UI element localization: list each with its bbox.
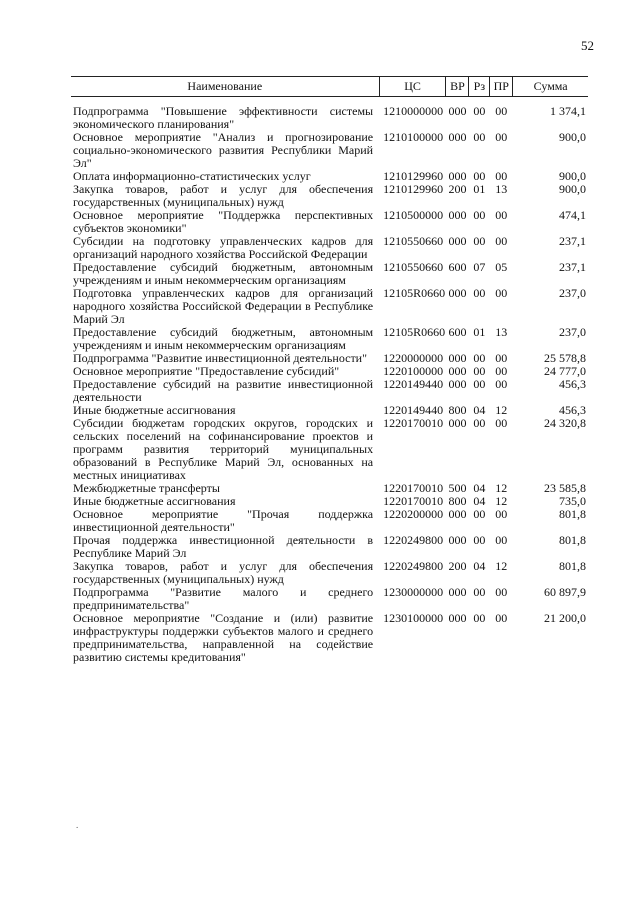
row-cs: 12105R0660 (383, 286, 446, 300)
row-rz: 04 (473, 481, 486, 495)
row-sum: 801,8 (559, 533, 586, 547)
header-rz: Рз (469, 77, 490, 97)
row-pr: 00 (495, 377, 508, 391)
row-rz: 00 (473, 585, 486, 599)
row-vr: 000 (448, 364, 467, 378)
row-pr: 00 (495, 611, 508, 625)
row-cs: 1220200000 (383, 507, 444, 521)
row-name: Субсидии на подготовку управленческих кадров для организаций народного хозяйства Российской Федерации (73, 234, 374, 261)
row-rz: 04 (473, 559, 486, 573)
row-sum: 237,1 (559, 234, 586, 248)
row-sum: 456,3 (559, 377, 586, 391)
row-pr: 12 (495, 494, 508, 508)
row-vr: 200 (448, 182, 467, 196)
row-sum: 474,1 (559, 208, 586, 222)
row-pr: 00 (495, 286, 508, 300)
row-pr: 00 (495, 416, 508, 430)
row-cs: 1210000000 (383, 104, 444, 118)
row-vr: 000 (448, 104, 467, 118)
row-sum: 900,0 (559, 130, 586, 144)
row-vr: 000 (448, 611, 467, 625)
row-pr: 00 (495, 169, 508, 183)
row-vr: 600 (448, 325, 467, 339)
row-pr: 00 (495, 104, 508, 118)
row-sum: 237,1 (559, 260, 586, 274)
row-rz: 00 (473, 286, 486, 300)
row-cs: 1220170010 (383, 481, 444, 495)
row-cs: 12105R0660 (383, 325, 446, 339)
table-row (71, 378, 588, 404)
header-cs: ЦС (379, 77, 446, 97)
row-cs: 1220170010 (383, 416, 444, 430)
row-name: Субсидии бюджетам городских округов, городских и сельских поселений на софинансирование проектов и программ развития территорий муниципальных образований в Республике Марий Эл, основанных на местных инициативах (73, 416, 374, 482)
row-cs: 1220249800 (383, 559, 444, 573)
row-sum: 60 897,9 (544, 585, 586, 599)
row-vr: 000 (448, 351, 467, 365)
row-cs: 1220170010 (383, 494, 444, 508)
row-cs: 1230000000 (383, 585, 444, 599)
row-name: Предоставление субсидий бюджетным, автономным учреждениям и иным некоммерческим организациям (73, 325, 374, 352)
row-pr: 00 (495, 585, 508, 599)
row-sum: 456,3 (559, 403, 586, 417)
row-pr: 12 (495, 403, 508, 417)
row-name: Основное мероприятие "Анализ и прогнозирование социально-экономического развития Республики Марий Эл" (73, 130, 374, 170)
row-pr: 00 (495, 130, 508, 144)
footer-mark: . (76, 820, 79, 830)
row-rz: 00 (473, 533, 486, 547)
table-row (71, 183, 588, 209)
row-name: Оплата информационно-статистических услуг (73, 169, 311, 183)
row-cs: 1210129960 (383, 169, 444, 183)
row-rz: 00 (473, 377, 486, 391)
row-name: Иные бюджетные ассигнования (73, 403, 236, 417)
row-sum: 900,0 (559, 182, 586, 196)
row-name: Иные бюджетные ассигнования (73, 494, 236, 508)
row-pr: 05 (495, 260, 508, 274)
row-rz: 00 (473, 234, 486, 248)
row-rz: 00 (473, 351, 486, 365)
row-sum: 735,0 (559, 494, 586, 508)
row-sum: 25 578,8 (544, 351, 586, 365)
row-pr: 00 (495, 533, 508, 547)
row-pr: 00 (495, 351, 508, 365)
table-row (71, 131, 588, 170)
row-vr: 000 (448, 286, 467, 300)
row-name: Межбюджетные трансферты (73, 481, 220, 495)
header-name: Наименование (71, 77, 379, 97)
row-name: Основное мероприятие "Поддержка перспективных субъектов экономики" (73, 208, 374, 235)
table-row (71, 417, 588, 482)
row-vr: 000 (448, 377, 467, 391)
row-cs: 1220249800 (383, 533, 444, 547)
row-pr: 12 (495, 481, 508, 495)
row-name: Прочая поддержка инвестиционной деятельности в Республике Марий Эл (73, 533, 374, 560)
row-sum: 21 200,0 (544, 611, 586, 625)
row-rz: 01 (473, 182, 486, 196)
row-vr: 800 (448, 494, 467, 508)
row-rz: 01 (473, 325, 486, 339)
row-rz: 00 (473, 208, 486, 222)
row-rz: 00 (473, 507, 486, 521)
table-row (71, 586, 588, 612)
row-name: Подпрограмма "Развитие малого и среднего предпринимательства" (73, 585, 374, 612)
budget-table (71, 76, 588, 664)
row-rz: 00 (473, 364, 486, 378)
row-name: Подпрограмма "Развитие инвестиционной деятельности" (73, 351, 368, 365)
row-vr: 000 (448, 169, 467, 183)
row-rz: 04 (473, 403, 486, 417)
row-pr: 00 (495, 208, 508, 222)
table-row (71, 261, 588, 287)
row-cs: 1210550660 (383, 234, 444, 248)
table-header-row (71, 77, 588, 97)
row-rz: 00 (473, 416, 486, 430)
row-sum: 24 320,8 (544, 416, 586, 430)
row-name: Основное мероприятие "Предоставление субсидий" (73, 364, 340, 378)
row-pr: 12 (495, 559, 508, 573)
row-name: Основное мероприятие "Прочая поддержка инвестиционной деятельности" (73, 507, 374, 534)
row-name: Закупка товаров, работ и услуг для обеспечения государственных (муниципальных) нужд (73, 559, 374, 586)
table-row (71, 326, 588, 352)
row-cs: 1220149440 (383, 377, 444, 391)
row-vr: 000 (448, 130, 467, 144)
row-vr: 500 (448, 481, 467, 495)
row-cs: 1230100000 (383, 611, 444, 625)
row-sum: 237,0 (559, 286, 586, 300)
row-rz: 00 (473, 169, 486, 183)
row-cs: 1210129960 (383, 182, 444, 196)
table-row (71, 235, 588, 261)
row-name: Основное мероприятие "Создание и (или) развитие инфраструктуры поддержки субъектов малого и среднего предпринимательства, направленной на содействие развитию системы кредитования" (73, 611, 374, 664)
row-name: Подготовка управленческих кадров для организаций народного хозяйства Российской Федерации в Республике Марий Эл (73, 286, 374, 326)
row-sum: 801,8 (559, 559, 586, 573)
row-pr: 13 (495, 182, 508, 196)
row-vr: 600 (448, 260, 467, 274)
row-cs: 1220149440 (383, 403, 444, 417)
row-cs: 1220100000 (383, 364, 444, 378)
header-sum: Сумма (513, 77, 588, 97)
row-vr: 000 (448, 416, 467, 430)
row-sum: 801,8 (559, 507, 586, 521)
row-pr: 00 (495, 234, 508, 248)
row-vr: 000 (448, 585, 467, 599)
header-vr: ВР (446, 77, 469, 97)
row-rz: 07 (473, 260, 486, 274)
page-number: 52 (581, 38, 594, 53)
row-sum: 23 585,8 (544, 481, 586, 495)
row-pr: 13 (495, 325, 508, 339)
row-sum: 1 374,1 (550, 104, 586, 118)
row-rz: 04 (473, 494, 486, 508)
table-row (71, 534, 588, 560)
row-cs: 1210100000 (383, 130, 444, 144)
row-sum: 237,0 (559, 325, 586, 339)
row-name: Закупка товаров, работ и услуг для обеспечения государственных (муниципальных) нужд (73, 182, 374, 209)
row-vr: 200 (448, 559, 467, 573)
row-cs: 1210550660 (383, 260, 444, 274)
row-pr: 00 (495, 364, 508, 378)
table-row (71, 560, 588, 586)
row-name: Предоставление субсидий на развитие инвестиционной деятельности (73, 377, 374, 404)
table-row (71, 612, 588, 664)
table-row (71, 287, 588, 326)
row-sum: 900,0 (559, 169, 586, 183)
row-cs: 1210500000 (383, 208, 444, 222)
table-row (71, 508, 588, 534)
row-rz: 00 (473, 104, 486, 118)
row-rz: 00 (473, 130, 486, 144)
table-body (71, 97, 588, 665)
row-vr: 000 (448, 234, 467, 248)
row-vr: 000 (448, 507, 467, 521)
row-rz: 00 (473, 611, 486, 625)
row-cs: 1220000000 (383, 351, 444, 365)
table-row (71, 105, 588, 131)
row-name: Подпрограмма "Повышение эффективности системы экономического планирования" (73, 104, 374, 131)
row-vr: 800 (448, 403, 467, 417)
row-vr: 000 (448, 208, 467, 222)
row-pr: 00 (495, 507, 508, 521)
row-name: Предоставление субсидий бюджетным, автономным учреждениям и иным некоммерческим организациям (73, 260, 374, 287)
row-sum: 24 777,0 (544, 364, 586, 378)
table-row (71, 209, 588, 235)
row-vr: 000 (448, 533, 467, 547)
header-pr: ПР (490, 77, 513, 97)
